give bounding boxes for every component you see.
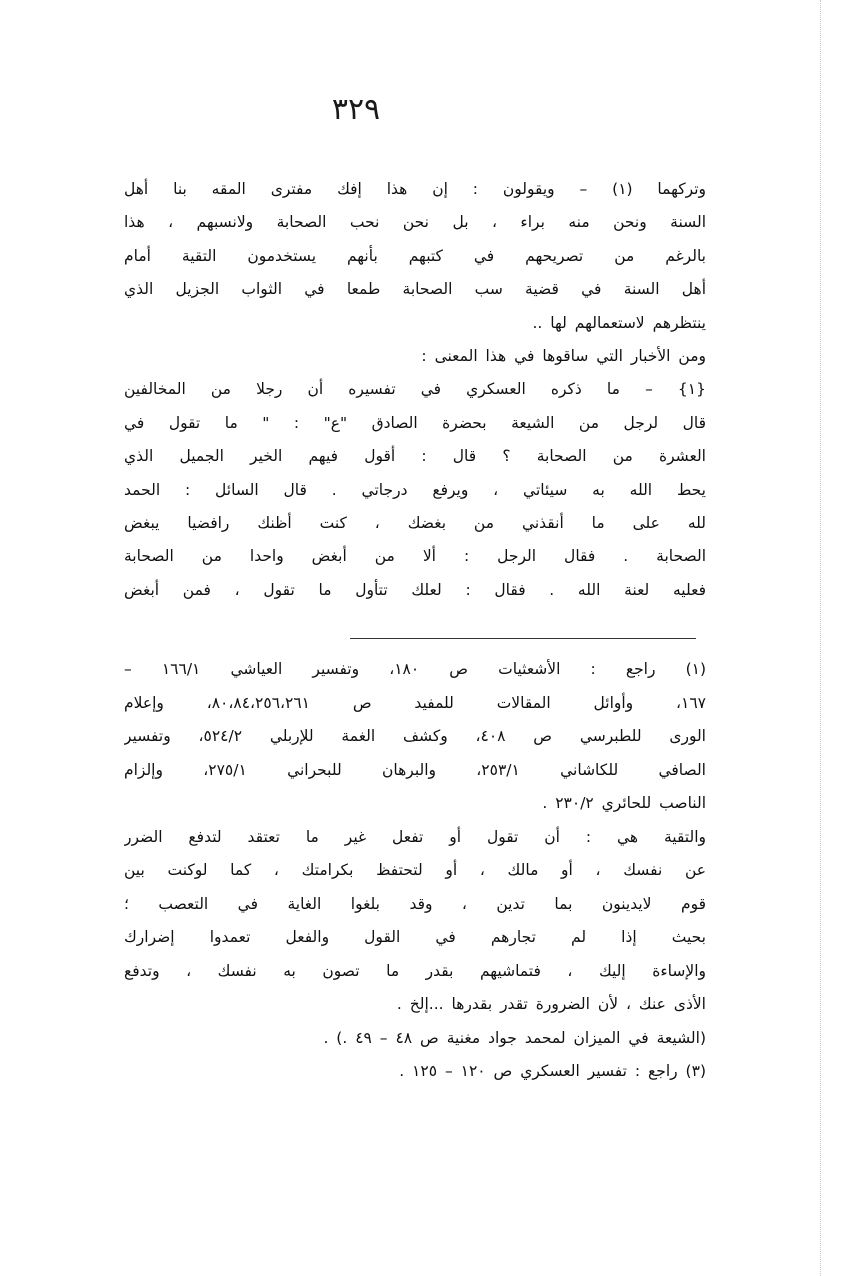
footnote-line: الصافي للكاشاني ٢٥٣/١، والبرهان للبحراني ٢٧٥/١، وإلزام [124, 760, 706, 779]
footnote-line: الناصب للحائري ٢٣٠/٢ . [542, 794, 706, 812]
text-line: السنة ونحن منه براء ، بل نحن نحب الصحابة ولانسبهم ، هذا [124, 213, 706, 232]
text-line: بالرغم من تصريحهم في كتبهم بأنهم يستخدمون التقية أمام [124, 246, 706, 265]
scan-edge-dots [820, 0, 821, 1276]
footnote-line: (الشيعة في الميزان لمحمد جواد مغنية ص ٤٨ – ٤٩ .) . [323, 1028, 706, 1047]
footnote-line: قوم لايدينون بما تدين ، وقد بلغوا الغاية في التعصب ؛ [124, 894, 706, 913]
footnote-line: والإساءة إليك ، فتماشيهم بقدر ما تصون به نفسك ، وتدفع [124, 961, 706, 980]
text-line: أهل السنة في قضية سب الصحابة طمعا في الثواب الجزيل الذي [124, 280, 706, 299]
page-number: ٣٢٩ [331, 92, 381, 127]
footnote-line: عن نفسك ، أو مالك ، أو لتحتفظ بكرامتك ، كما لوكنت بين [124, 861, 706, 879]
text-line: فعليه لعنة الله . فقال : لعلك تتأول ما تقول ، فمن أبغض [124, 580, 706, 599]
footnote-line: (٣) راجع : تفسير العسكري ص ١٢٠ – ١٢٥ . [399, 1062, 706, 1080]
text-line: لله على ما أنقذني من بغضك ، كنت أظنك رافضيا يبغض [124, 513, 706, 532]
text-line: {١} – ما ذكره العسكري في تفسيره أن رجلا من المخالفين [124, 380, 706, 399]
text-line: يحط الله به سيئاتي ، ويرفع درجاتي . قال السائل : الحمد [124, 480, 706, 499]
footnote-line: الأذى عنك ، لأن الضرورة تقدر بقدرها ...إلخ . [396, 995, 706, 1013]
text-line: العشرة من الصحابة ؟ قال : أقول فيهم الخير الجميل الذي [124, 447, 706, 466]
text-line: الصحابة . فقال الرجل : ألا من أبغض واحدا من الصحابة [124, 547, 706, 566]
text-line: ومن الأخبار التي ساقوها في هذا المعنى : [421, 346, 706, 365]
text-line: وتركهما (١) – ويقولون : إن هذا إفك مفترى المقه بنا أهل [124, 180, 706, 198]
footnote-divider [350, 638, 696, 639]
footnote-line: والتقية هي : أن تقول أو تفعل غير ما تعتقد لتدفع الضرر [124, 827, 706, 846]
footnote-line: ١٦٧، وأوائل المقالات للمفيد ص ٨٠،٨٤،٢٥٦،٢٦١، وإعلام [124, 693, 706, 712]
text-line: قال لرجل من الشيعة بحضرة الصادق "ع" : " ما تقول في [124, 413, 706, 432]
footnote-line: (١) راجع : الأشعثيات ص ١٨٠، وتفسير العياشي ١٦٦/١ – [124, 660, 706, 678]
main-text [124, 175, 706, 609]
footnotes [124, 655, 706, 1091]
footnote-line: بحيث إذا لم تجارهم في القول والفعل تعمدوا إضرارك [124, 928, 706, 946]
text-line: ينتظرهم لاستعمالهم لها .. [532, 313, 706, 332]
footnote-line: الورى للطبرسي ص ٤٠٨، وكشف الغمة للإربلي ٥٢٤/٢، وتفسير [124, 727, 706, 745]
